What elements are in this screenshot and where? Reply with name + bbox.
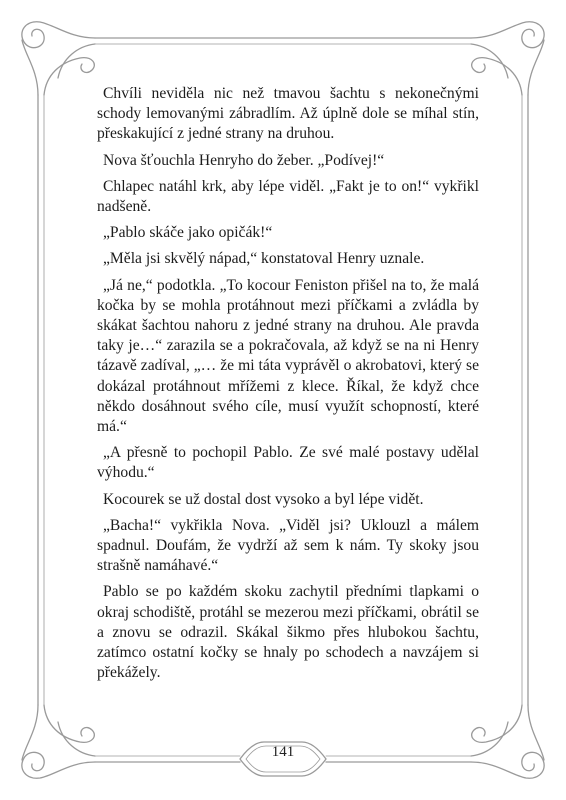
body-text [97,84,479,689]
paragraph: „A přesně to pochopil Pablo. Ze své malé postavy udělal výhodu.“ [97,444,479,482]
paragraph: Kocourek se už dostal dost vysoko a byl lépe vidět. [103,490,424,508]
page-number: 141 [271,744,295,760]
paragraph: Chlapec natáhl krk, aby lépe viděl. „Fakt je to on!“ vykřikl nadšeně. [97,177,479,216]
paragraph: Pablo se po každém skoku zachytil předními tlapkami o okraj schodiště, protáhl se mezerou mezi příčkami, obrátil se a znovu se odrazil. Skákal šikmo přes hlubokou šachtu, zatímco ostatní kočky se hnaly po schodech a navzájem si překážely. [97,583,479,682]
paragraph: Nova šťouchla Henryho do žeber. „Podívej!“ [103,151,385,169]
paragraph: Chvíli neviděla nic než tmavou šachtu s nekonečnými schody lemovanými zábradlím. Až úplně dole se míhal stín, přeskakující z jedné strany na druhou. [97,85,479,143]
paragraph: „Bacha!“ vykřikla Nova. „Viděl jsi? Uklouzl a málem spadnul. Doufám, že vydrží až sem k nám. Ty skoky jsou strašně namáhavé.“ [97,516,479,575]
paragraph: „Měla jsi skvělý nápad,“ konstatoval Henry uznale. [103,250,425,268]
paragraph: „Já ne,“ podotkla. „To kocour Feniston přišel na to, že malá kočka by se mohla protáhnout mezi příčkami a zvládla by skákat šachtou nahoru z jedné strany na druhou. Ale pravda taky je…“ zarazila se a pokračovala, až když se na ni Henry tázavě zadíval, „… že mi táta vyprávěl o akrobatovi, který se dokázal protáhnout mřížemi z klece. Říkal, že když chce někdo dosáhnout svého cíle, musí využít schopností, které má.“ [97,276,479,436]
paragraph: „Pablo skáče jako opičák!“ [103,224,273,242]
